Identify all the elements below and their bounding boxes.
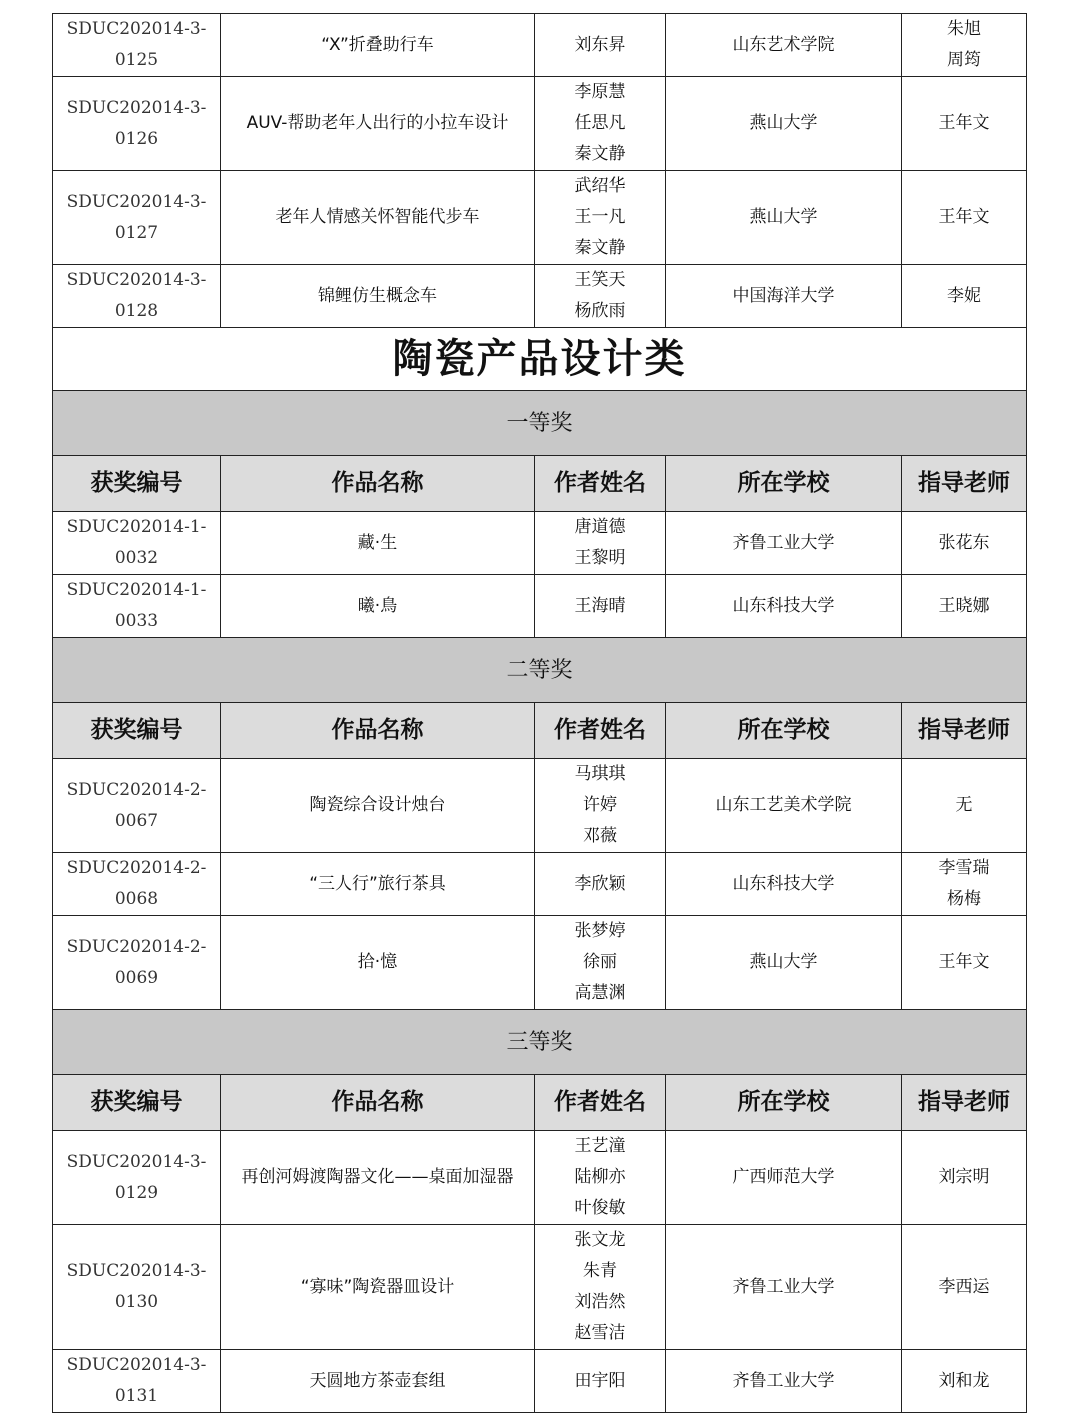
author-name: 刘东昇	[574, 34, 626, 55]
advisor-name: 张花东	[938, 532, 990, 553]
author-name: 秦文静	[574, 144, 626, 164]
advisors-cell	[902, 512, 1027, 575]
author-name: 马琪琪	[574, 764, 626, 784]
author-name: 王黎明	[574, 548, 626, 568]
advisor-name: 刘宗明	[938, 1167, 990, 1187]
table-row	[53, 853, 1027, 916]
authors-cell	[535, 1350, 666, 1413]
authors-cell	[535, 916, 666, 1010]
authors-cell	[535, 853, 666, 916]
advisors-cell	[902, 759, 1027, 853]
advisors-cell	[902, 1350, 1027, 1413]
school-cell: 燕山大学	[666, 171, 902, 265]
work-title-cell: 曦·鳥	[221, 575, 535, 638]
author-name: 刘浩然	[574, 1292, 626, 1312]
table-row	[53, 171, 1027, 265]
author-name: 王海晴	[574, 595, 626, 616]
table-row	[53, 759, 1027, 853]
author-name: 杨欣雨	[574, 301, 626, 321]
school-cell: 齐鲁工业大学	[666, 1350, 902, 1413]
author-name: 徐丽	[583, 952, 617, 972]
prize-level-row	[53, 1010, 1027, 1075]
award-code-cell: SDUC202014-2-0067	[53, 759, 221, 853]
work-title-cell: 锦鲤仿生概念车	[221, 265, 535, 328]
advisor-name: 王晓娜	[938, 595, 990, 616]
author-name: 赵雪洁	[574, 1323, 626, 1343]
advisors-cell	[902, 265, 1027, 328]
authors-cell	[535, 77, 666, 171]
header-school: 所在学校	[666, 703, 902, 759]
school-cell: 中国海洋大学	[666, 265, 902, 328]
work-title-cell: “寡味”陶瓷器皿设计	[221, 1225, 535, 1350]
header-school: 所在学校	[666, 1075, 902, 1131]
school-cell: 山东科技大学	[666, 853, 902, 916]
advisors-cell	[902, 1225, 1027, 1350]
prize-level-title: 一等奖	[53, 391, 1027, 456]
author-name: 李原慧	[574, 82, 626, 102]
author-name: 许婷	[583, 795, 617, 815]
author-name: 武绍华	[574, 176, 626, 196]
prize-level-row	[53, 638, 1027, 703]
advisor-name: 李雪瑞	[938, 858, 990, 878]
award-code-cell: SDUC202014-1-0033	[53, 575, 221, 638]
school-cell: 山东科技大学	[666, 575, 902, 638]
prize-level-row	[53, 391, 1027, 456]
prize-level-title: 三等奖	[53, 1010, 1027, 1075]
header-authors: 作者姓名	[535, 703, 666, 759]
work-title-cell: 藏·生	[221, 512, 535, 575]
advisor-name: 无	[955, 795, 973, 815]
header-authors: 作者姓名	[535, 1075, 666, 1131]
advisor-name: 李妮	[947, 285, 981, 306]
advisors-cell	[902, 853, 1027, 916]
work-title-cell: 陶瓷综合设计烛台	[221, 759, 535, 853]
header-work-title: 作品名称	[221, 456, 535, 512]
author-name: 唐道德	[574, 517, 626, 537]
award-code-cell: SDUC202014-3-0126	[53, 77, 221, 171]
author-name: 秦文静	[574, 238, 626, 258]
award-code-cell: SDUC202014-3-0127	[53, 171, 221, 265]
header-authors: 作者姓名	[535, 456, 666, 512]
table-row	[53, 265, 1027, 328]
advisor-name: 刘和龙	[938, 1370, 990, 1391]
author-name: 邓薇	[583, 826, 617, 846]
work-title-cell: 老年人情感关怀智能代步车	[221, 171, 535, 265]
header-award-code: 获奖编号	[53, 1075, 221, 1131]
table-row	[53, 1350, 1027, 1413]
authors-cell	[535, 759, 666, 853]
table-row	[53, 1225, 1027, 1350]
award-code-cell: SDUC202014-3-0131	[53, 1350, 221, 1413]
work-title-cell: 再创河姆渡陶器文化——桌面加湿器	[221, 1131, 535, 1225]
award-code-cell: SDUC202014-3-0128	[53, 265, 221, 328]
advisor-name: 王年文	[938, 952, 990, 972]
author-name: 朱青	[583, 1261, 617, 1281]
table-row	[53, 14, 1027, 77]
author-name: 田宇阳	[574, 1370, 626, 1391]
prize-level-title: 二等奖	[53, 638, 1027, 703]
advisors-cell	[902, 77, 1027, 171]
author-name: 王艺潼	[574, 1136, 626, 1156]
school-cell: 燕山大学	[666, 77, 902, 171]
header-advisor: 指导老师	[902, 456, 1027, 512]
advisors-cell	[902, 171, 1027, 265]
school-cell: 齐鲁工业大学	[666, 512, 902, 575]
author-name: 任思凡	[574, 113, 626, 133]
work-title-cell: 天圆地方茶壶套组	[221, 1350, 535, 1413]
header-school: 所在学校	[666, 456, 902, 512]
advisors-cell	[902, 575, 1027, 638]
work-title-cell: “X”折叠助行车	[221, 14, 535, 77]
school-cell: 山东艺术学院	[666, 14, 902, 77]
table-row	[53, 575, 1027, 638]
column-header-row	[53, 1075, 1027, 1131]
school-cell: 山东工艺美术学院	[666, 759, 902, 853]
authors-cell	[535, 512, 666, 575]
award-code-cell: SDUC202014-3-0129	[53, 1131, 221, 1225]
award-code-cell: SDUC202014-2-0068	[53, 853, 221, 916]
author-name: 高慧渊	[574, 983, 626, 1003]
award-code-cell: SDUC202014-3-0130	[53, 1225, 221, 1350]
authors-cell	[535, 265, 666, 328]
table-row	[53, 1131, 1027, 1225]
header-advisor: 指导老师	[902, 703, 1027, 759]
work-title-cell: 拾·憶	[221, 916, 535, 1010]
advisor-name: 李西运	[938, 1276, 990, 1297]
advisors-cell	[902, 14, 1027, 77]
authors-cell	[535, 14, 666, 77]
table-row	[53, 512, 1027, 575]
advisor-name: 王年文	[938, 113, 990, 133]
authors-cell	[535, 1131, 666, 1225]
author-name: 叶俊敏	[574, 1198, 626, 1218]
school-cell: 广西师范大学	[666, 1131, 902, 1225]
advisor-name: 周筠	[947, 50, 981, 70]
table-row	[53, 916, 1027, 1010]
author-name: 李欣颖	[574, 873, 626, 894]
column-header-row	[53, 703, 1027, 759]
school-cell: 齐鲁工业大学	[666, 1225, 902, 1350]
work-title-cell: “三人行”旅行茶具	[221, 853, 535, 916]
school-cell: 燕山大学	[666, 916, 902, 1010]
header-award-code: 获奖编号	[53, 703, 221, 759]
section-title-row	[53, 328, 1027, 391]
header-work-title: 作品名称	[221, 1075, 535, 1131]
awards-table-body	[53, 14, 1027, 1413]
authors-cell	[535, 1225, 666, 1350]
advisor-name: 杨梅	[947, 889, 981, 909]
advisors-cell	[902, 1131, 1027, 1225]
award-code-cell: SDUC202014-3-0125	[53, 14, 221, 77]
author-name: 王笑天	[574, 270, 626, 290]
award-code-cell: SDUC202014-2-0069	[53, 916, 221, 1010]
author-name: 陆柳亦	[574, 1167, 626, 1187]
column-header-row	[53, 456, 1027, 512]
header-work-title: 作品名称	[221, 703, 535, 759]
author-name: 张文龙	[574, 1230, 626, 1250]
header-advisor: 指导老师	[902, 1075, 1027, 1131]
award-code-cell: SDUC202014-1-0032	[53, 512, 221, 575]
author-name: 王一凡	[574, 207, 626, 227]
author-name: 张梦婷	[574, 921, 626, 941]
awards-table	[52, 13, 1027, 1413]
advisor-name: 王年文	[938, 207, 990, 227]
advisor-name: 朱旭	[947, 19, 981, 39]
authors-cell	[535, 575, 666, 638]
header-award-code: 获奖编号	[53, 456, 221, 512]
table-row	[53, 77, 1027, 171]
work-title-cell: AUV-帮助老年人出行的小拉车设计	[221, 77, 535, 171]
advisors-cell	[902, 916, 1027, 1010]
authors-cell	[535, 171, 666, 265]
section-title: 陶瓷产品设计类	[53, 328, 1027, 391]
